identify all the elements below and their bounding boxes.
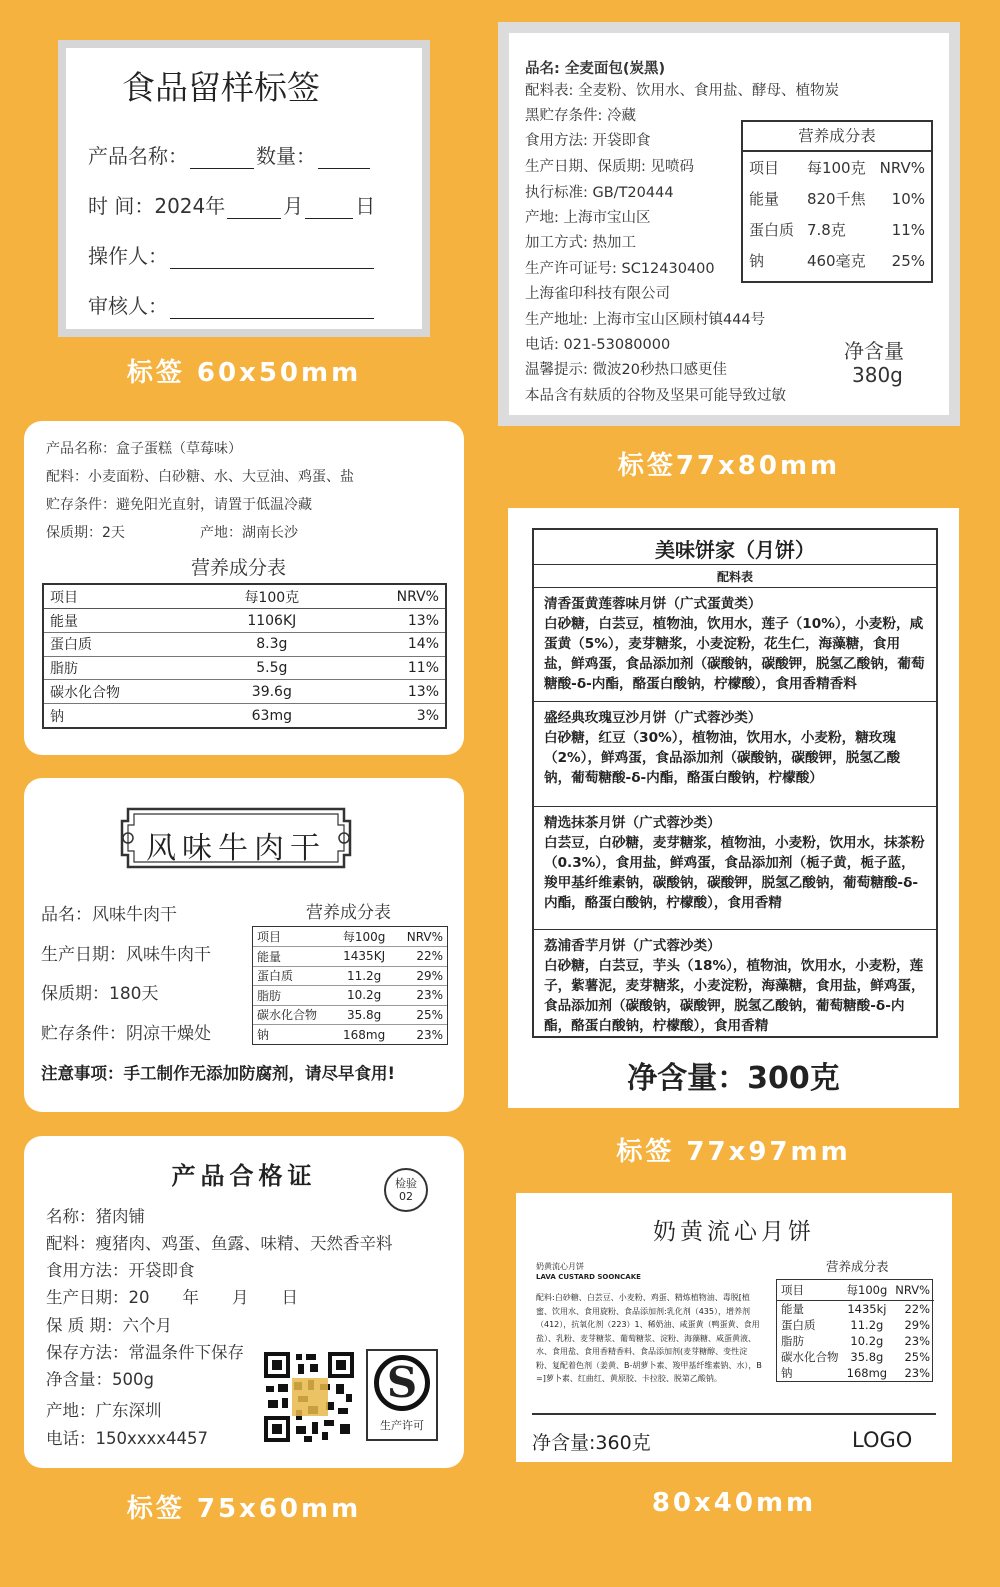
label6-caption: 标签 75x60mm (126, 1494, 362, 1524)
label4-notice: 注意事项：手工制作无添加防腐剂，请尽早食用! (41, 1064, 396, 1083)
label4-nutrition-cell: 脂肪 (253, 986, 334, 1006)
label7-nutrition-cell: 23% (904, 1333, 931, 1348)
label7-nutrition-box (776, 1279, 933, 1382)
label5-section: 精选抹茶月饼（广式蓉沙类） 白芸豆，白砂糖，麦芽糖浆，植物油，小麦粉，饮用水，抹茶粉（0.3%），食用盐，鲜鸡蛋，食品添加剂（栀子黄，栀子蓝，羧甲基纤维素钠，碳酸钠，碳酸钾，脱氢乙酸钠，葡萄糖酸-δ-内酯，酪蛋白酸钠，柠檬酸），食用香精 (534, 806, 936, 928)
label2-line: 执行标准: GB/T20444 (525, 185, 674, 201)
label3-nutrition-cell: 11% (338, 656, 445, 680)
label4-nutrition-cell: 35.8g (334, 1005, 394, 1025)
label2-nutrition-cell: NRV% (879, 158, 925, 177)
label-boxed-cake (24, 421, 464, 755)
label7-nutrition-cell: 22% (904, 1301, 931, 1316)
label7-nutrition-cell: 钠 (781, 1365, 793, 1380)
label5-section: 盛经典玫瑰豆沙月饼（广式蓉沙类） 白砂糖，红豆（30%），植物油，饮用水，小麦粉，糖玫瑰（2%），鲜鸡蛋，食品添加剂（碳酸钠，碳酸钾，脱氢乙酸钠，葡萄糖酸-δ-内酯，酪蛋白酸钠，柠檬酸） (534, 701, 936, 805)
label7-nutrition-title: 营养成分表 (826, 1259, 889, 1274)
label7-nutrition-cell: 29% (904, 1317, 931, 1332)
label7-nutrition-cell: 每100g (843, 1280, 892, 1300)
label5-subtitle: 配料表 (716, 570, 753, 584)
label7-nutrition-cell: 10.2g (850, 1333, 884, 1348)
label2-nutrition-row (743, 214, 931, 245)
label4-nutrition-row (253, 927, 447, 947)
qr-code-icon (262, 1350, 356, 1444)
label2-line: 温馨提示: 微波20秒热口感更佳 (525, 362, 727, 378)
label-food-sample (58, 40, 430, 337)
label4-nutrition-cell: 22% (394, 947, 447, 967)
label3-nutrition-cell: NRV% (338, 585, 445, 609)
label2-line: 品名: 全麦面包(炭黑) (525, 61, 666, 77)
label4-nutrition-row (253, 986, 447, 1006)
label7-nutrition-row (777, 1333, 934, 1349)
label4-nutrition-box (252, 926, 448, 1045)
label7-nutrition-cell: 能量 (781, 1301, 804, 1316)
label7-logo: LOGO (852, 1428, 913, 1452)
label6-line: 保存方法：常温条件下保存 (46, 1343, 244, 1362)
label3-nutrition-row (44, 632, 445, 656)
label-mooncake-ingredients (508, 508, 959, 1108)
label5-net: 净含量：300克 (627, 1061, 840, 1096)
label4-nutrition-row (253, 966, 447, 986)
label1-row-reviewer: 审核人： (88, 290, 376, 319)
label6-line: 电话：150xxxx4457 (46, 1429, 209, 1448)
label2-line: 生产日期、保质期: 见喷码 (525, 159, 694, 175)
label2-nutrition-cell: 钠 (749, 252, 765, 270)
label2-line: 生产地址: 上海市宝山区顾村镇444号 (525, 312, 766, 328)
label6-line: 产地：广东深圳 (46, 1401, 162, 1420)
label2-nutrition-box (741, 120, 933, 283)
label3-nutrition-cell: 蛋白质 (44, 632, 206, 656)
label7-nutrition-cell: 1435kj (847, 1301, 887, 1316)
label4-line: 品名：风味牛肉干 (41, 905, 177, 925)
label4-nutrition-cell: 蛋白质 (253, 966, 334, 986)
label3-shelf: 保质期：2天 (46, 525, 125, 541)
label4-nutrition-title: 营养成分表 (306, 903, 391, 923)
label3-nutrition-row (44, 680, 445, 704)
label7-ingredients: 配料:白砂糖、白芸豆、小麦粉、鸡蛋、精炼植物油、毒脱[植蜜、饮用水、食用旋粉、食品添加剂:乳化剂（435），增养剂（412），抗氧化剂（223）1、稀奶油、咸蛋黄（鸭蛋黄、食用盐）、乳粉、麦芽糖浆、葡萄糖浆、淀粉、海藻糖、咸蛋黄液、水、食用盐、食用香精香料、食品添加剂(麦芽糖醇、变性淀粉、复配着色剂（姜黄、B-胡萝卜素、羧甲基纤维素钠、水），B=]萝卜素、红曲红、黄原胶、卡拉胶、脱第乙酸钠。 (536, 1293, 762, 1383)
label2-nutrition-cell: 11% (891, 220, 925, 239)
label2-line: 生产许可证号: SC12430400 (525, 261, 715, 277)
label2-caption: 标签77x80mm (617, 451, 841, 481)
label2-nutrition-cell: 460毫克 (806, 252, 866, 270)
label6-title: 产品合格证 (171, 1162, 317, 1190)
label4-nutrition-row (253, 947, 447, 967)
label3-nutrition-title: 营养成分表 (191, 557, 287, 579)
label3-nutrition-row (44, 656, 445, 680)
label4-line: 贮存条件：阴凉干燥处 (41, 1024, 211, 1044)
label3-nutrition-box (42, 583, 447, 729)
label7-nutrition-cell: 35.8g (850, 1349, 884, 1364)
label6-line: 名称：猪肉铺 (46, 1207, 145, 1226)
label2-nutrition-row (743, 183, 931, 214)
label3-nutrition-cell: 63mg (251, 707, 292, 724)
label7-nutrition-row (777, 1317, 934, 1333)
label4-nutrition-table (253, 927, 447, 1044)
label6-line: 净含量：500g (46, 1370, 154, 1389)
label4-nutrition-cell: 每100g (334, 927, 394, 947)
label7-nutrition-table (777, 1280, 934, 1381)
label4-nutrition-cell: 能量 (253, 947, 334, 967)
label3-nutrition-cell: 能量 (44, 609, 206, 633)
label6-line: 食用方法：开袋即食 (46, 1261, 195, 1280)
inspection-badge: 检验 02 (384, 1168, 428, 1212)
label4-nutrition-cell: 25% (394, 1005, 447, 1025)
label7-nutrition-cell: 项目 (777, 1280, 843, 1300)
label7-nutrition-cell: 168mg (846, 1365, 888, 1380)
label5-title: 美味饼家（月饼） (655, 538, 815, 562)
label6-line: 配料：瘦猪肉、鸡蛋、鱼露、味精、天然香辛料 (46, 1234, 393, 1253)
label3-nutrition-cell: 碳水化合物 (44, 680, 206, 704)
label4-nutrition-row (253, 1005, 447, 1025)
label2-nutrition-cell: 项目 (749, 159, 780, 177)
label7-nutrition-cell: 11.2g (850, 1317, 884, 1332)
label3-nutrition-cell: 14% (338, 632, 445, 656)
qs-logo-icon: S (374, 1355, 430, 1411)
label2-nutrition-cell: 25% (891, 251, 925, 270)
label1-row-time: 时 间：2024年 月 日 (88, 194, 376, 218)
label7-net: 净含量:360克 (532, 1432, 651, 1454)
label-certificate (24, 1136, 464, 1468)
label2-nutrition-cell: 820千焦 (806, 190, 866, 208)
label3-nutrition-cell: 项目 (44, 585, 206, 609)
label2-nutrition-table (743, 152, 931, 276)
label1-caption: 标签 60x50mm (126, 358, 362, 388)
label4-nutrition-cell: 10.2g (334, 986, 394, 1006)
label5-section: 清香蛋黄莲蓉味月饼（广式蛋黄类） 白砂糖，白芸豆，植物油，饮用水，莲子（10%），小麦粉，咸蛋黄（5%），麦芽糖浆，小麦淀粉，花生仁，海藻糖，食用盐，鲜鸡蛋，食品添加剂（碳酸钠，碳酸钾，脱氢乙酸钠，葡萄糖酸-δ-内酯，酪蛋白酸钠，柠檬酸），食用香精香料 (534, 587, 936, 700)
label7-nutrition-cell: 23% (904, 1365, 931, 1380)
label2-line: 加工方式: 热加工 (525, 235, 636, 251)
label4-nutrition-cell: 项目 (253, 927, 334, 947)
label7-nutrition-row (777, 1300, 934, 1317)
label6-line: 生产日期：20 年 月 日 (46, 1288, 298, 1307)
label4-nutrition-cell: NRV% (394, 927, 447, 947)
label2-nutrition-cell: 能量 (749, 190, 780, 208)
label7-caption: 80x40mm (651, 1488, 817, 1518)
label2-line: 上海雀印科技有限公司 (525, 286, 670, 302)
label2-line: 食用方法: 开袋即食 (525, 133, 651, 149)
label4-nutrition-cell: 钠 (257, 1028, 270, 1042)
label4-title: 风味牛肉干 (146, 831, 326, 866)
label3-nutrition-cell: 1106KJ (206, 609, 338, 633)
label3-nutrition-row (44, 585, 445, 609)
label3-nutrition-row (44, 703, 445, 727)
label2-line: 黑贮存条件: 冷藏 (525, 108, 636, 124)
label7-nutrition-row (777, 1349, 934, 1365)
label2-nutrition-cell: 蛋白质 (749, 221, 795, 239)
label7-nutrition-cell: 碳水化合物 (781, 1349, 839, 1364)
label3-line: 贮存条件：避免阳光直射，请置于低温冷藏 (46, 497, 312, 513)
label4-line: 保质期：180天 (41, 984, 159, 1004)
label7-nutrition-cell: 脂肪 (781, 1333, 804, 1348)
label7-nutrition-cell: 蛋白质 (781, 1317, 816, 1332)
label1-title: 食品留样标签 (122, 68, 320, 107)
label3-nutrition-cell: 钠 (50, 708, 64, 725)
label7-nutrition-row (777, 1365, 934, 1381)
label5-frame (532, 528, 938, 1038)
label2-line: 电话: 021-53080000 (525, 337, 671, 353)
qs-production-license-mark (366, 1349, 438, 1441)
label4-nutrition-cell: 29% (394, 966, 447, 986)
label-lava-custard-mooncake (516, 1193, 952, 1462)
label6-line: 保 质 期：六个月 (46, 1316, 172, 1335)
label2-net-label: 净含量 (844, 339, 904, 363)
label2-line: 产地: 上海市宝山区 (525, 210, 651, 226)
label2-line: 配料表: 全麦粉、饮用水、食用盐、酵母、植物炭 (525, 83, 839, 99)
label5-caption: 标签 77x97mm (616, 1137, 851, 1167)
label3-nutrition-cell: 13% (338, 680, 445, 704)
label7-nutrition-cell: NRV% (891, 1280, 934, 1300)
label3-line: 产品名称：盒子蛋糕（草莓味） (46, 441, 242, 457)
qs-text: 生产许可 (380, 1419, 424, 1432)
label-bread (498, 22, 960, 426)
label7-nutrition-row (777, 1280, 934, 1300)
label3-nutrition-cell: 每100克 (206, 585, 338, 609)
label4-nutrition-row (253, 1025, 447, 1045)
label7-nutrition-cell: 25% (904, 1349, 931, 1364)
label7-small-en: LAVA CUSTARD SOONCAKE (536, 1273, 641, 1281)
label2-nutrition-cell: 7.8克 (806, 221, 846, 239)
label1-row-operator: 操作人： (88, 240, 376, 269)
label2-nutrition-row (743, 245, 931, 276)
label4-nutrition-cell: 168mg (343, 1027, 386, 1042)
label4-nutrition-cell: 23% (416, 1027, 443, 1042)
label-beef-jerky (24, 778, 464, 1112)
label4-line: 生产日期：风味牛肉干 (41, 945, 211, 965)
label3-nutrition-cell: 13% (338, 609, 445, 633)
label2-nutrition-row (743, 152, 931, 183)
label3-nutrition-cell: 5.5g (206, 656, 338, 680)
label3-origin: 产地：湖南长沙 (200, 525, 298, 541)
label5-section: 荔浦香芋月饼（广式蓉沙类） 白砂糖，白芸豆，芋头（18%），植物油，饮用水，小麦粉，莲子，紫薯泥，麦芽糖浆，小麦淀粉，海藻糖，食用盐，鲜鸡蛋，食品添加剂（碳酸钠，碳酸钾，脱氢乙酸钠，葡萄糖酸-δ-内酯，酪蛋白酸钠，柠檬酸），食用香精 (534, 929, 936, 1037)
label3-nutrition-cell: 脂肪 (44, 656, 206, 680)
label2-net-value: 380g (852, 363, 903, 387)
label4-nutrition-cell: 11.2g (334, 966, 394, 986)
label3-nutrition-row (44, 609, 445, 633)
label4-nutrition-cell: 碳水化合物 (253, 1005, 334, 1025)
label7-small-name: 奶黄流心月饼 (536, 1262, 584, 1271)
label4-nutrition-cell: 23% (394, 986, 447, 1006)
label3-line: 配料：小麦面粉、白砂糖、水、大豆油、鸡蛋、盐 (46, 469, 354, 485)
label2-nutrition-cell: 每100克 (806, 159, 866, 177)
label1-row-product: 产品名称： 数量： (88, 140, 372, 169)
label3-nutrition-table (44, 585, 445, 727)
label3-nutrition-cell: 39.6g (206, 680, 338, 704)
label2-nutrition-cell: 10% (891, 189, 925, 208)
label7-title: 奶黄流心月饼 (653, 1219, 815, 1245)
label3-nutrition-cell: 8.3g (206, 632, 338, 656)
label4-nutrition-cell: 1435KJ (334, 947, 394, 967)
label2-line: 本品含有麸质的谷物及坚果可能导致过敏 (525, 388, 786, 404)
label2-nutrition-title: 营养成分表 (743, 122, 931, 152)
label3-nutrition-cell: 3% (416, 707, 439, 724)
